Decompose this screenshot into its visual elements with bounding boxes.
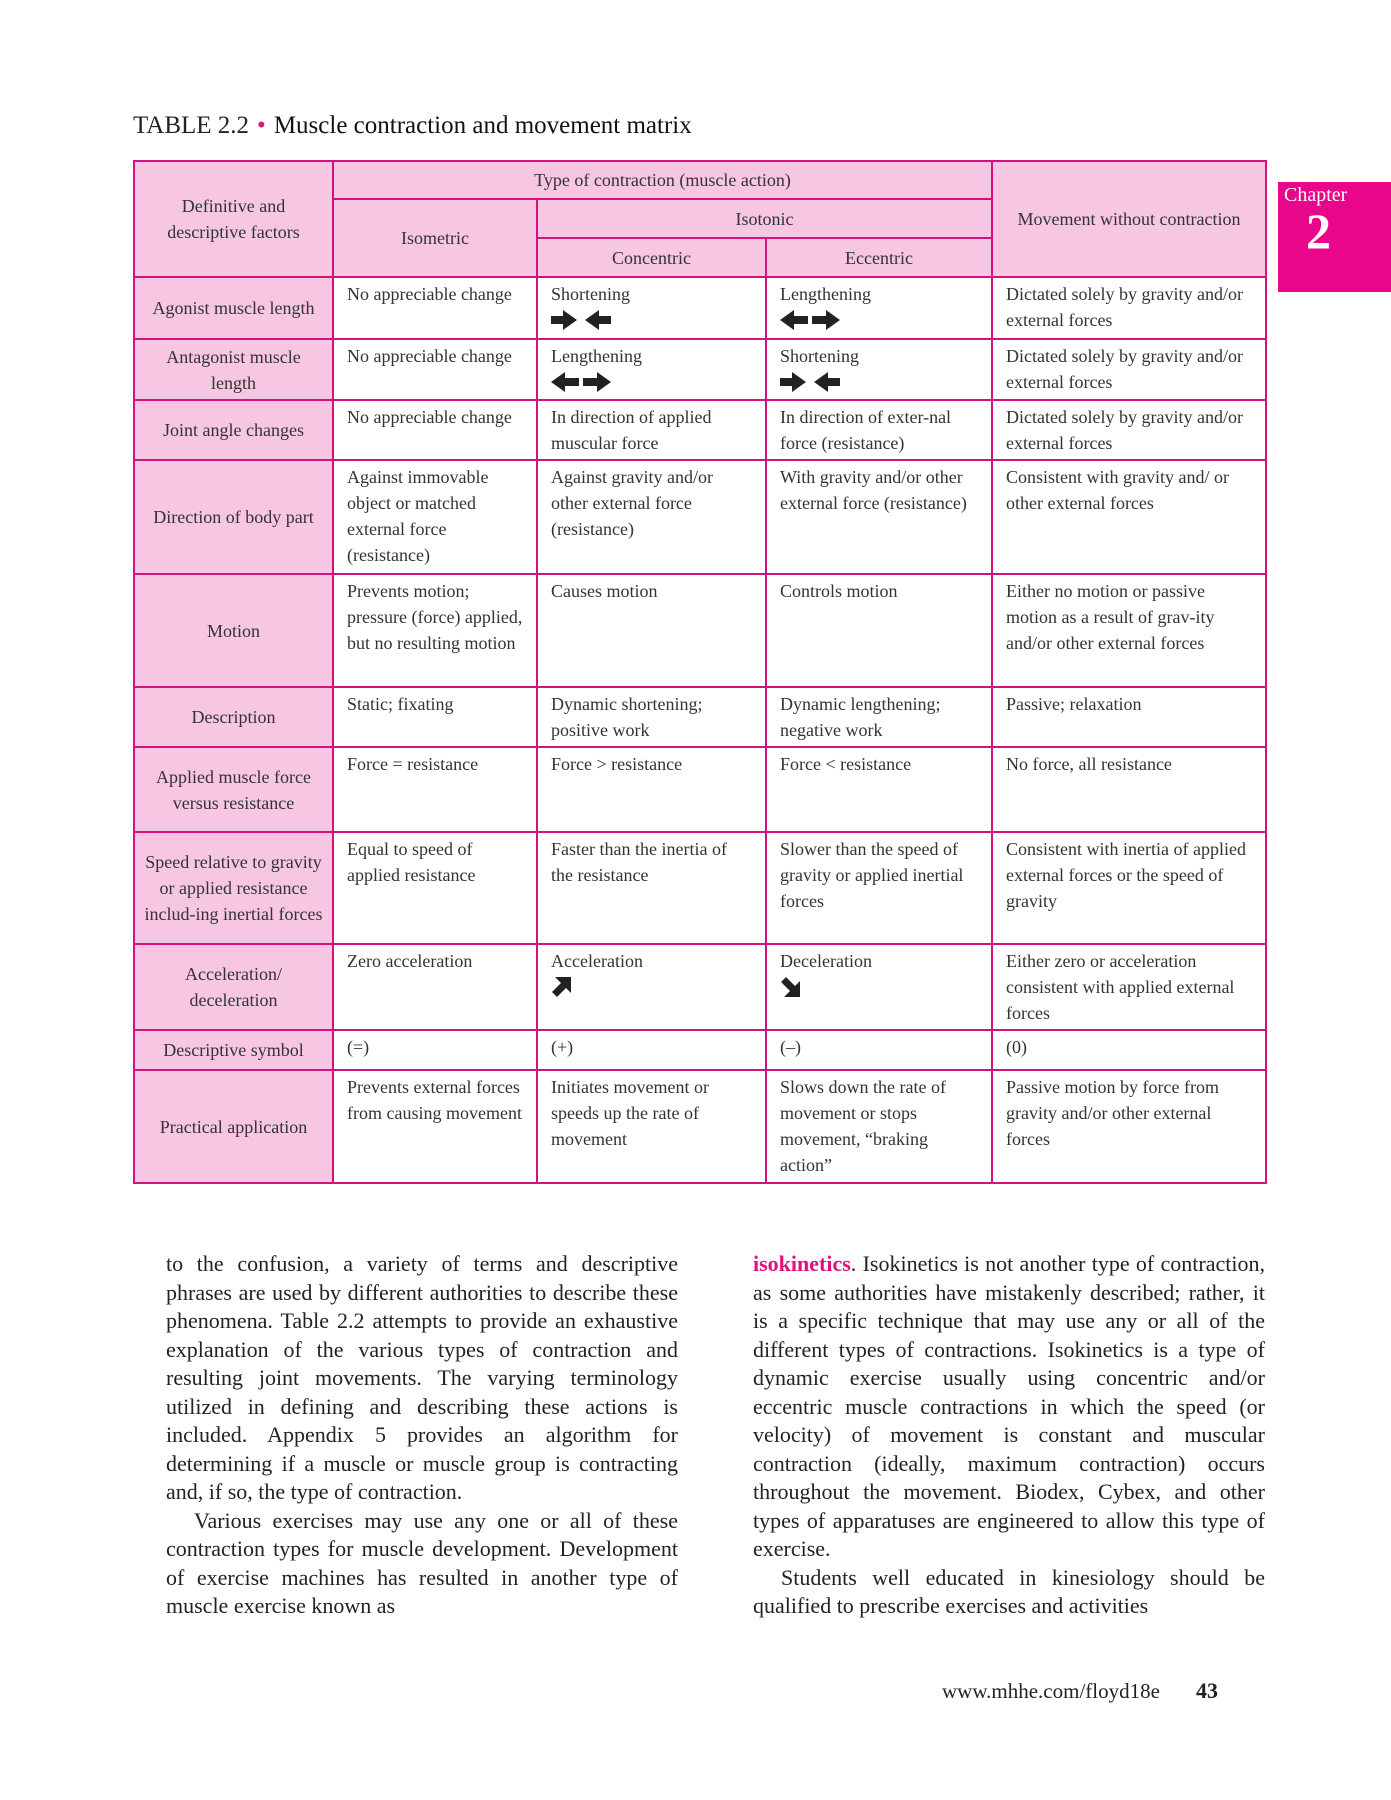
table-cell (333, 574, 537, 687)
table-cell (333, 747, 537, 832)
header-concentric: Concentric (537, 238, 766, 277)
right-column (753, 1250, 1265, 1621)
table-cell (537, 747, 766, 832)
table-row (134, 1070, 1266, 1183)
table-cell (537, 574, 766, 687)
table-row (134, 747, 1266, 832)
table-row (134, 832, 1266, 944)
cell-text: No appreciable change (347, 346, 512, 366)
cell-text: Passive motion by force from gravity and/or other external forces (1006, 1077, 1219, 1149)
row-label: Antagonist muscle length (134, 339, 333, 400)
cell-text: Deceleration (780, 951, 872, 971)
table-cell (766, 832, 992, 944)
paragraph: to the confusion, a variety of terms and descriptive phrases are used by different authorities to describe these phenomena. Table 2.2 attempts to provide an exhaustive explanation of the various types of contraction and resulting joint movements. The varying terminology utilized in defining and describing these actions is included. Appendix 5 provides an algorithm for determining if a muscle or muscle group is contracting and, if so, the type of contraction. (166, 1251, 678, 1504)
cell-text: Against immovable object or matched external force (resistance) (347, 467, 489, 565)
cell-text: Either zero or acceleration consistent with applied external forces (1006, 951, 1235, 1023)
cell-text: Prevents motion; pressure (force) applied, but no resulting motion (347, 581, 523, 653)
table-cell (992, 1070, 1266, 1183)
table-cell (537, 1070, 766, 1183)
table-cell (766, 1070, 992, 1183)
table-cell (992, 277, 1266, 339)
table-cell (537, 400, 766, 460)
table-cell (537, 687, 766, 747)
table-cell (333, 1030, 537, 1070)
table-cell (766, 574, 992, 687)
cell-text: Prevents external forces from causing movement (347, 1077, 522, 1123)
cell-text: Dynamic lengthening; negative work (780, 694, 941, 740)
cell-text: Dictated solely by gravity and/or external forces (1006, 284, 1243, 330)
paragraph (753, 1250, 1265, 1564)
cell-text: Shortening (551, 284, 630, 304)
row-label: Motion (134, 574, 333, 687)
table-row (134, 460, 1266, 574)
paragraph: Students well educated in kinesiology should be qualified to prescribe exercises and activities (753, 1564, 1265, 1618)
table-row (134, 277, 1266, 339)
table-row (134, 944, 1266, 1030)
table-row (134, 687, 1266, 747)
table-cell (537, 832, 766, 944)
table-cell (333, 687, 537, 747)
table-cell (333, 460, 537, 574)
cell-text: Static; fixating (347, 694, 454, 714)
chapter-label: Chapter (1284, 184, 1348, 206)
chapter-tab (1278, 182, 1391, 292)
row-label: Speed relative to gravity or applied resistance includ-ing inertial forces (134, 832, 333, 944)
table-cell (537, 460, 766, 574)
arrows-inward-icon (551, 309, 611, 331)
table-cell (537, 944, 766, 1030)
cell-text: Slows down the rate of movement or stops movement, “braking action” (780, 1077, 946, 1175)
table-caption: Muscle contraction and movement matrix (273, 112, 692, 139)
row-label: Description (134, 687, 333, 747)
footer (942, 1678, 1218, 1704)
cell-text: Faster than the inertia of the resistance (551, 839, 727, 885)
header-factors: Definitive and descriptive factors (134, 161, 333, 277)
cell-text: With gravity and/or other external force (resistance) (780, 467, 967, 513)
footer-url: www.mhhe.com/floyd18e (942, 1679, 1160, 1703)
cell-text: (0) (1006, 1037, 1027, 1057)
cell-text: Consistent with gravity and/ or other external forces (1006, 467, 1229, 513)
header-isometric: Isometric (333, 199, 537, 277)
table-cell (766, 339, 992, 400)
table-title (133, 112, 692, 140)
cell-text: Force = resistance (347, 754, 479, 774)
table-row (134, 400, 1266, 460)
table-cell (766, 400, 992, 460)
table-cell (992, 574, 1266, 687)
cell-text: Causes motion (551, 581, 658, 601)
cell-text: No appreciable change (347, 284, 512, 304)
table-cell (992, 460, 1266, 574)
table-cell (766, 277, 992, 339)
arrows-outward-icon (780, 309, 840, 331)
table-cell (992, 1030, 1266, 1070)
table-row (134, 574, 1266, 687)
row-label: Descriptive symbol (134, 1030, 333, 1070)
header-without-contraction: Movement without contraction (992, 161, 1266, 277)
table-cell (333, 277, 537, 339)
cell-text: Equal to speed of applied resistance (347, 839, 476, 885)
cell-text: Dynamic shortening; positive work (551, 694, 703, 740)
cell-text: Shortening (780, 346, 859, 366)
table-cell (333, 400, 537, 460)
table-cell (992, 687, 1266, 747)
paragraph-text: . Isokinetics is not another type of contraction, as some authorities have mistakenly described; rather, it is a specific technique that may use any or all of the different types of contractions. Isokinetics is a type of dynamic exercise usually using concentric and/or eccentric muscle contractions in which the speed (or velocity) of movement is constant and muscular contraction (ideally, maximum contraction) occurs throughout the movement. Biodex, Cybex, and other types of apparatuses are engineered to allow this type of exercise. (753, 1251, 1265, 1561)
header-isotonic: Isotonic (537, 199, 992, 238)
bullet-icon: • (257, 112, 266, 139)
cell-text: Consistent with inertia of applied external forces or the speed of gravity (1006, 839, 1246, 911)
cell-text: Force > resistance (551, 754, 683, 774)
table-cell (766, 747, 992, 832)
row-label: Agonist muscle length (134, 277, 333, 339)
arrows-outward-icon (551, 371, 611, 393)
cell-text: Lengthening (780, 284, 871, 304)
table-row (134, 1030, 1266, 1070)
cell-text: (+) (551, 1037, 574, 1057)
left-column (166, 1250, 678, 1621)
table-cell (333, 832, 537, 944)
table-cell (333, 339, 537, 400)
arrows-inward-icon (780, 371, 840, 393)
header-type: Type of contraction (muscle action) (333, 161, 992, 199)
cell-text: Initiates movement or speeds up the rate of movement (551, 1077, 709, 1149)
table-cell (992, 944, 1266, 1030)
table-cell (537, 277, 766, 339)
table-cell (992, 339, 1266, 400)
row-label: Acceleration/ deceleration (134, 944, 333, 1030)
table-cell (766, 944, 992, 1030)
cell-text: Dictated solely by gravity and/or external forces (1006, 346, 1243, 392)
cell-text: No appreciable change (347, 407, 512, 427)
table-cell (766, 1030, 992, 1070)
table-number: TABLE 2.2 (133, 112, 250, 139)
keyword-isokinetics: isokinetics (753, 1251, 851, 1276)
row-label: Direction of body part (134, 460, 333, 574)
table-cell (992, 832, 1266, 944)
chapter-number: 2 (1306, 203, 1331, 259)
row-label: Applied muscle force versus resistance (134, 747, 333, 832)
row-label: Joint angle changes (134, 400, 333, 460)
cell-text: In direction of exter-nal force (resistance) (780, 407, 952, 453)
cell-text: (–) (780, 1037, 801, 1057)
table-cell (537, 339, 766, 400)
page-number: 43 (1195, 1678, 1218, 1703)
table-row (134, 339, 1266, 400)
header-eccentric: Eccentric (766, 238, 992, 277)
table-cell (333, 944, 537, 1030)
arrow-down-right-icon (780, 976, 800, 998)
cell-text: Either no motion or passive motion as a result of grav-ity and/or other external forces (1006, 581, 1215, 653)
cell-text: Dictated solely by gravity and/or external forces (1006, 407, 1243, 453)
cell-text: No force, all resistance (1006, 754, 1172, 774)
table-cell (333, 1070, 537, 1183)
cell-text: Slower than the speed of gravity or applied inertial forces (780, 839, 964, 911)
arrow-up-right-icon (551, 976, 571, 998)
table-cell (766, 460, 992, 574)
table-cell (537, 1030, 766, 1070)
table-cell (992, 400, 1266, 460)
cell-text: (=) (347, 1037, 370, 1057)
cell-text: Force < resistance (780, 754, 912, 774)
table-cell (992, 747, 1266, 832)
cell-text: Against gravity and/or other external force (resistance) (551, 467, 713, 539)
cell-text: Acceleration (551, 951, 643, 971)
table-cell (766, 687, 992, 747)
cell-text: Controls motion (780, 581, 898, 601)
row-label: Practical application (134, 1070, 333, 1183)
cell-text: Passive; relaxation (1006, 694, 1142, 714)
paragraph: Various exercises may use any one or all of these contraction types for muscle development. Development of exercise machines has resulted in another type of muscle exercise known as (166, 1507, 678, 1618)
cell-text: Lengthening (551, 346, 642, 366)
cell-text: In direction of applied muscular force (551, 407, 712, 453)
cell-text: Zero acceleration (347, 951, 473, 971)
contraction-matrix-table (133, 160, 1267, 1184)
